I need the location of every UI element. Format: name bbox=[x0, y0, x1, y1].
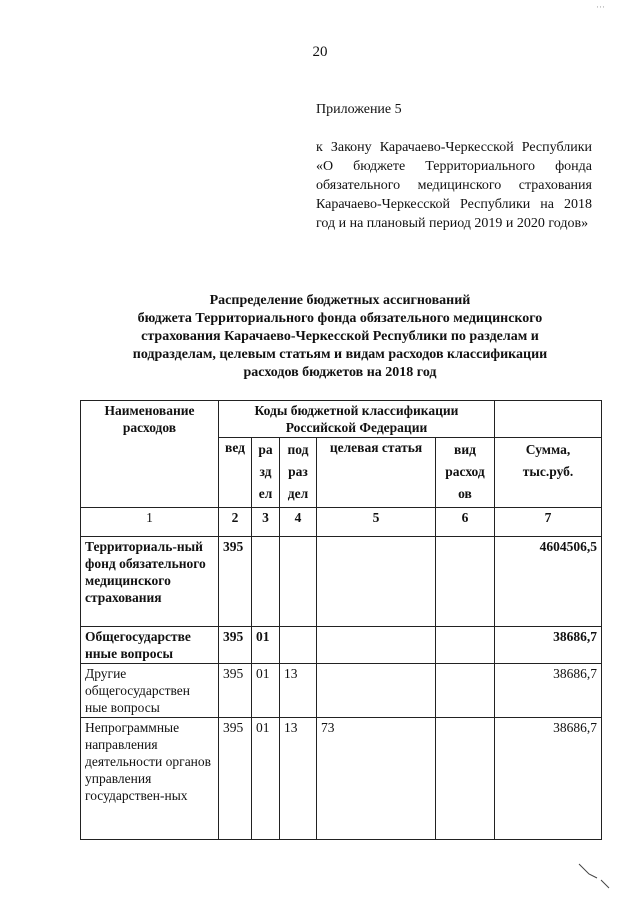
header-codes-group: Коды бюджетной классификации Российской Федерации bbox=[219, 401, 495, 438]
row-target: 73 bbox=[317, 718, 436, 840]
row-vid bbox=[436, 627, 495, 664]
row-sum: 38686,7 bbox=[495, 718, 602, 840]
row-podrazdel: 13 bbox=[280, 718, 317, 840]
header-name: Наименование расходов bbox=[81, 401, 219, 508]
row-target bbox=[317, 537, 436, 627]
page-number: 20 bbox=[312, 44, 328, 60]
scan-marks bbox=[575, 862, 615, 892]
header-target: целевая статья bbox=[317, 438, 436, 508]
header-sum: Сумма, тыс.руб. bbox=[495, 438, 602, 508]
heading-line: подразделам, целевым статьям и видам расходов классификации bbox=[132, 347, 548, 362]
row-sum: 38686,7 bbox=[495, 664, 602, 718]
appendix-block bbox=[316, 100, 592, 233]
column-number: 1 bbox=[81, 508, 219, 537]
row-razdel: 01 bbox=[252, 627, 280, 664]
table-row bbox=[81, 627, 602, 664]
row-target bbox=[317, 664, 436, 718]
row-name: Территориаль-ный фонд обязательного медицинского страхования bbox=[81, 537, 219, 627]
header-vid: вид расход ов bbox=[436, 438, 495, 508]
row-ved: 395 bbox=[219, 627, 252, 664]
column-number: 2 bbox=[219, 508, 252, 537]
row-podrazdel bbox=[280, 537, 317, 627]
table-header-row-1 bbox=[81, 401, 602, 438]
table-row bbox=[81, 537, 602, 627]
header-podrazdel: под раз дел bbox=[280, 438, 317, 508]
column-number: 3 bbox=[252, 508, 280, 537]
heading-line: бюджета Территориального фонда обязательного медицинского bbox=[137, 311, 543, 326]
header-sum-spacer bbox=[495, 401, 602, 438]
row-name: Другие общегосударствен ные вопросы bbox=[81, 664, 219, 718]
appendix-title: Приложение 5 bbox=[316, 102, 402, 117]
row-razdel: 01 bbox=[252, 664, 280, 718]
heading-line: страхования Карачаево-Черкесской Республики по разделам и bbox=[141, 329, 539, 344]
document-heading bbox=[90, 292, 590, 382]
row-name: Общегосударстве нные вопросы bbox=[81, 627, 219, 664]
row-name: Непрограммные направления деятельности органов управления государствен-ных bbox=[81, 718, 219, 840]
header-ved: вед bbox=[219, 438, 252, 508]
heading-line: расходов бюджетов на 2018 год bbox=[243, 365, 437, 380]
row-sum: 38686,7 bbox=[495, 627, 602, 664]
row-vid bbox=[436, 537, 495, 627]
table-row bbox=[81, 664, 602, 718]
row-podrazdel: 13 bbox=[280, 664, 317, 718]
column-number: 7 bbox=[495, 508, 602, 537]
table-row bbox=[81, 718, 602, 840]
heading-line: Распределение бюджетных ассигнований bbox=[209, 293, 471, 308]
row-ved: 395 bbox=[219, 537, 252, 627]
column-numbers-row bbox=[81, 508, 602, 537]
corner-mark: ··· bbox=[596, 2, 605, 12]
row-vid bbox=[436, 664, 495, 718]
row-sum: 4604506,5 bbox=[495, 537, 602, 627]
column-number: 4 bbox=[280, 508, 317, 537]
column-number: 5 bbox=[317, 508, 436, 537]
row-razdel: 01 bbox=[252, 718, 280, 840]
budget-table bbox=[80, 400, 602, 840]
row-target bbox=[317, 627, 436, 664]
row-ved: 395 bbox=[219, 664, 252, 718]
column-number: 6 bbox=[436, 508, 495, 537]
row-razdel bbox=[252, 537, 280, 627]
header-razdel: ра зд ел bbox=[252, 438, 280, 508]
row-ved: 395 bbox=[219, 718, 252, 840]
appendix-body: к Закону Карачаево-Черкесской Республики «О бюджете Территориального фонда обязательного медицинского страхования Карачаево-Черкесской Республики на 2018 год и на плановый период 2019 и 2020 годов» bbox=[316, 140, 592, 231]
row-podrazdel bbox=[280, 627, 317, 664]
row-vid bbox=[436, 718, 495, 840]
